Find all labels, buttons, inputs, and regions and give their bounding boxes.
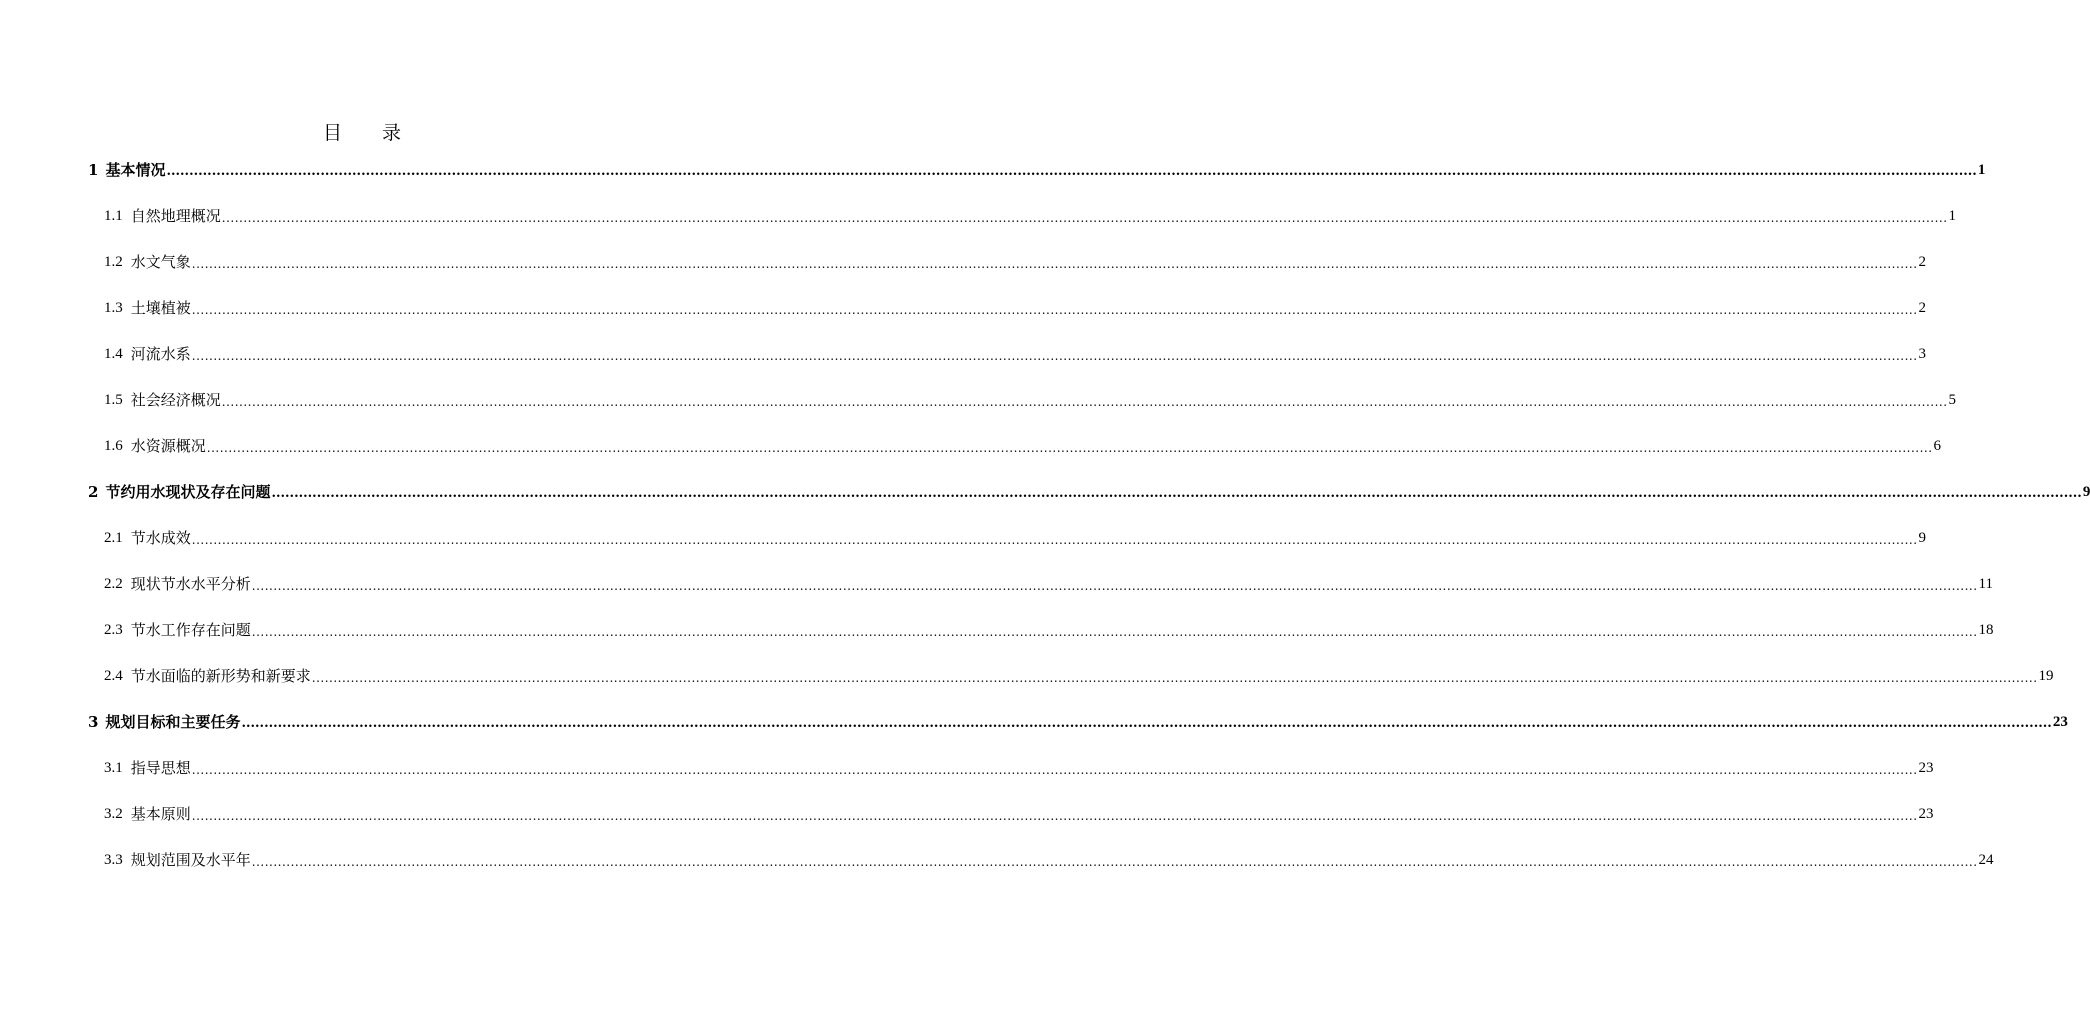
toc-entry-number: 1.2 [104,254,123,270]
toc-entry[interactable] [0,707,2068,731]
toc-leader-dots: ................................................................................................................................................................................................................................................................................................................................................................................................................ [221,211,1948,225]
toc-entry-heading [104,437,206,455]
toc-entry[interactable] [0,477,2090,501]
toc-entry-number: 3.3 [104,852,123,868]
toc-leader-dots: ................................................................................................................................................................................................................................................................................................................................................................................................................ [221,395,1948,409]
toc-entry-text: 社会经济概况 [130,391,221,409]
toc-entry-text: 现状节水水平分析 [130,575,251,593]
toc-entry-text: 指导思想 [130,759,191,777]
toc-entry-text: 自然地理概况 [130,207,221,225]
toc-entry-page: 18 [1978,622,1994,638]
toc-entry-page: 2 [1918,300,1927,316]
toc-entry-heading [88,483,270,501]
toc-entry-heading [104,575,251,593]
toc-entry-page: 9 [2082,484,2090,500]
toc-entry-heading [88,161,165,179]
toc-entry-number: 3.2 [104,806,123,822]
toc-leader-dots: ................................................................................................................................................................................................................................................................................................................................................................................................................ [241,716,2052,731]
toc-entry[interactable] [0,431,1942,455]
toc-leader-dots: ................................................................................................................................................................................................................................................................................................................................................................................................................ [206,441,1933,455]
toc-entry-number: 2 [88,483,99,501]
toc-entry-page: 23 [1918,806,1934,822]
toc-entry[interactable] [0,247,1927,271]
toc-entry-number: 1.3 [104,300,123,316]
toc-entry-page: 11 [1978,576,1993,592]
toc-entry[interactable] [0,845,1994,869]
toc-entry-number: 2.2 [104,576,123,592]
toc-leader-dots: ................................................................................................................................................................................................................................................................................................................................................................................................................ [191,303,1918,317]
toc-entry[interactable] [0,339,1927,363]
toc-entry-number: 1.5 [104,392,123,408]
toc-entry-page: 24 [1978,852,1994,868]
toc-entry[interactable] [0,523,1927,547]
toc-entry-number: 1.6 [104,438,123,454]
toc-entry-heading [104,759,191,777]
toc-leader-dots: ................................................................................................................................................................................................................................................................................................................................................................................................................ [191,349,1918,363]
toc-entry-heading [104,529,191,547]
toc-entry[interactable] [0,385,1957,409]
toc-entry-text: 土壤植被 [130,299,191,317]
toc-title-char-1: 目 [322,122,342,144]
toc-entry-page: 23 [1918,760,1934,776]
toc-leader-dots: ................................................................................................................................................................................................................................................................................................................................................................................................................ [191,763,1918,777]
toc-entry-page: 19 [2038,668,2054,684]
toc-entry-page: 1 [1977,162,1986,178]
toc-entry[interactable] [0,799,1934,823]
toc-entry-heading [104,851,251,869]
toc-entry-heading [104,667,311,685]
toc-entry-number: 3.1 [104,760,123,776]
toc-entry-text: 节水面临的新形势和新要求 [130,667,311,685]
toc-entry-heading [104,299,191,317]
toc-entry-heading [104,621,251,639]
toc-entry[interactable] [0,753,1934,777]
toc-title [0,118,724,145]
toc-entry-text: 节约用水现状及存在问题 [105,483,271,501]
toc-leader-dots: ................................................................................................................................................................................................................................................................................................................................................................................................................ [251,579,1978,593]
toc-entry[interactable] [0,615,1994,639]
toc-entry-heading [104,391,221,409]
toc-entry[interactable] [0,293,1927,317]
toc-entry-page: 6 [1933,438,1942,454]
toc-entry-heading [104,805,191,823]
toc-entry-text: 河流水系 [130,345,191,363]
toc-entry-heading [104,345,191,363]
toc-leader-dots: ................................................................................................................................................................................................................................................................................................................................................................................................................ [271,486,2082,501]
toc-entry-text: 节水工作存在问题 [130,621,251,639]
toc-entry-number: 1.4 [104,346,123,362]
toc-entry-text: 水资源概况 [130,437,206,455]
toc-entry[interactable] [0,155,1986,179]
toc-entry-number: 2.1 [104,530,123,546]
toc-entry-text: 水文气象 [130,253,191,271]
toc-entry[interactable] [0,661,2054,685]
toc-leader-dots: ................................................................................................................................................................................................................................................................................................................................................................................................................ [251,855,1978,869]
toc-leader-dots: ................................................................................................................................................................................................................................................................................................................................................................................................................ [166,164,1977,179]
toc-entry-page: 23 [2052,714,2068,730]
toc-entry-text: 基本原则 [130,805,191,823]
toc-title-char-2: 录 [382,122,402,144]
toc-entry-heading [104,207,221,225]
toc-leader-dots: ................................................................................................................................................................................................................................................................................................................................................................................................................ [251,625,1978,639]
toc-entry-number: 2.3 [104,622,123,638]
toc-entry-number: 1.1 [104,208,123,224]
toc-entry-page: 1 [1948,208,1957,224]
toc-entry-text: 节水成效 [130,529,191,547]
toc-entry-heading [104,253,191,271]
toc-leader-dots: ................................................................................................................................................................................................................................................................................................................................................................................................................ [311,671,2038,685]
toc-entry-number: 2.4 [104,668,123,684]
toc-leader-dots: ................................................................................................................................................................................................................................................................................................................................................................................................................ [191,257,1918,271]
toc-entry-heading [88,713,240,731]
toc-entry-number: 1 [88,161,99,179]
toc-leader-dots: ................................................................................................................................................................................................................................................................................................................................................................................................................ [191,809,1918,823]
toc-entry-page: 5 [1948,392,1957,408]
toc-entry-text: 规划范围及水平年 [130,851,251,869]
toc-entry-text: 基本情况 [105,161,166,179]
toc-entry-text: 规划目标和主要任务 [105,713,241,731]
toc-entry-number: 3 [88,713,99,731]
toc-entry-page: 2 [1918,254,1927,270]
toc-entry-page: 9 [1918,530,1927,546]
toc-entry-page: 3 [1918,346,1927,362]
toc-entry[interactable] [0,201,1957,225]
toc-entry[interactable] [0,569,1993,593]
toc-leader-dots: ................................................................................................................................................................................................................................................................................................................................................................................................................ [191,533,1918,547]
